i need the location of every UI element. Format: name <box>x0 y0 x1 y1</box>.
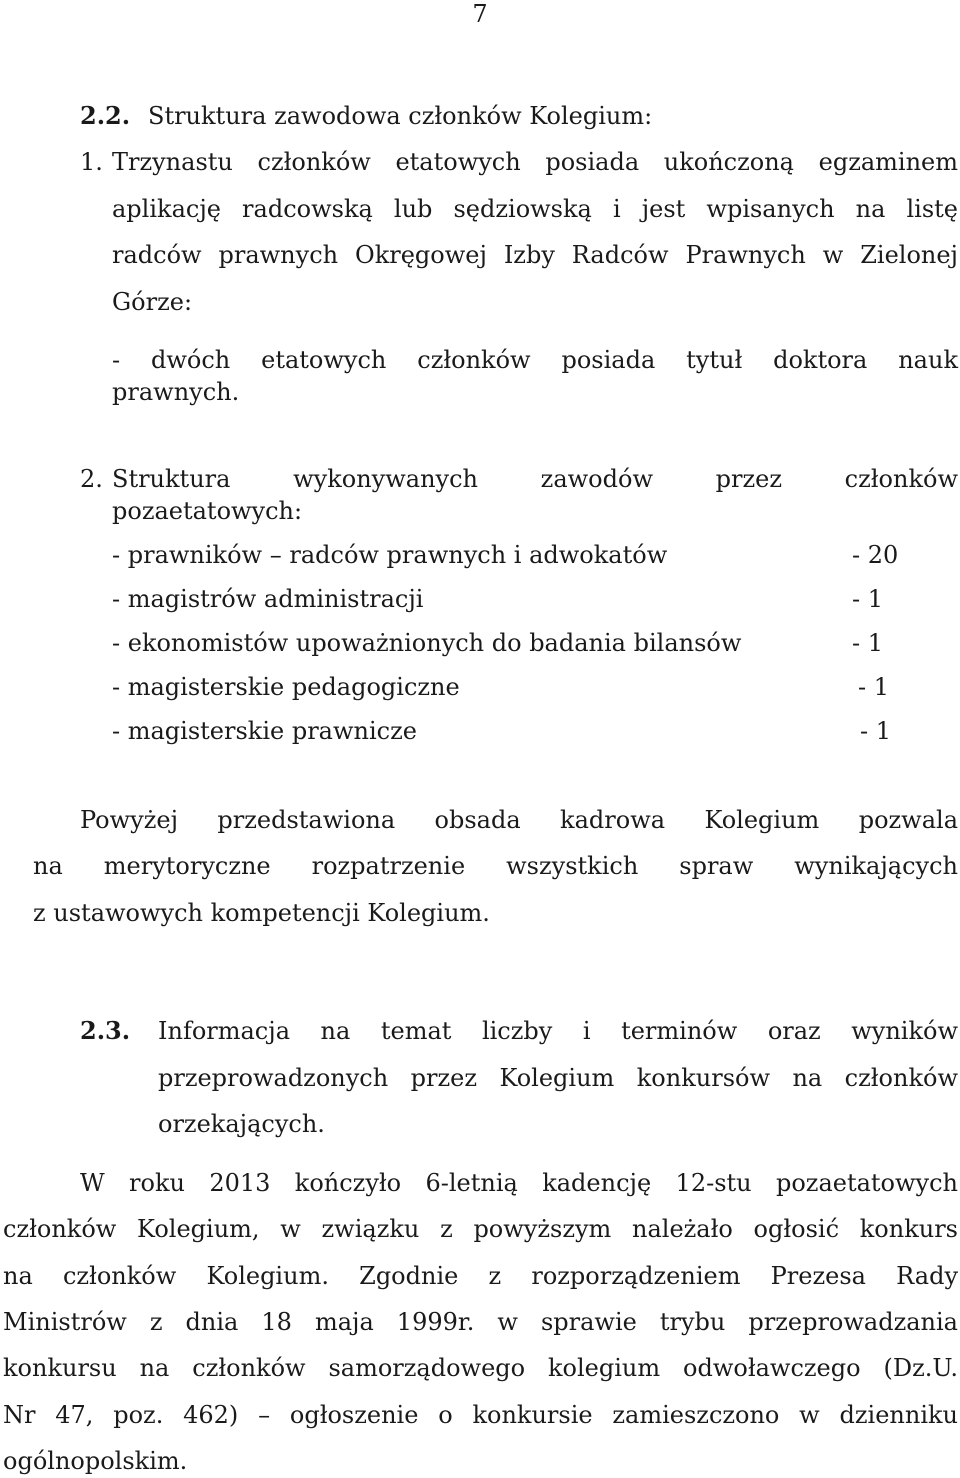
profession-row-value: - 1 <box>858 673 890 701</box>
paragraph-line: z ustawowych kompetencji Kolegium. <box>33 899 490 927</box>
profession-row-value: - 1 <box>860 717 892 745</box>
paragraph-line: Struktura wykonywanych zawodów przez członków <box>112 465 958 493</box>
paragraph-line: aplikację radcowską lub sędziowską i jest wpisanych na listę <box>112 195 958 223</box>
list-number: 1. <box>80 148 103 176</box>
profession-row-label: - magisterskie pedagogiczne <box>112 673 460 701</box>
section-title-line: orzekających. <box>158 1110 325 1138</box>
paragraph-line: prawnych. <box>112 378 240 406</box>
paragraph-line: - dwóch etatowych członków posiada tytuł doktora nauk <box>112 346 958 374</box>
paragraph-line: W roku 2013 kończyło 6-letnią kadencję 12-stu pozaetatowych <box>80 1169 958 1197</box>
paragraph-line: konkursu na członków samorządowego kolegium odwoławczego (Dz.U. <box>3 1354 958 1382</box>
paragraph-line: na członków Kolegium. Zgodnie z rozporządzeniem Prezesa Rady <box>3 1262 958 1290</box>
paragraph-line: radców prawnych Okręgowej Izby Radców Prawnych w Zielonej <box>112 241 958 269</box>
paragraph-line: pozaetatowych: <box>112 497 303 525</box>
profession-row-label: - prawników – radców prawnych i adwokatów <box>112 541 668 569</box>
paragraph-line: Ministrów z dnia 18 maja 1999r. w sprawie trybu przeprowadzania <box>3 1308 958 1336</box>
section-title-line: Informacja na temat liczby i terminów oraz wyników <box>158 1017 958 1045</box>
section-number: 2.3. <box>80 1016 131 1045</box>
section-title: Struktura zawodowa członków Kolegium: <box>148 102 653 130</box>
section-number: 2.2. <box>80 101 131 130</box>
profession-row-label: - magistrów administracji <box>112 585 424 613</box>
profession-row-label: - magisterskie prawnicze <box>112 717 417 745</box>
paragraph-line: Trzynastu członków etatowych posiada ukończoną egzaminem <box>112 148 958 176</box>
profession-row-label: - ekonomistów upoważnionych do badania bilansów <box>112 629 742 657</box>
paragraph-line: ogólnopolskim. <box>3 1447 188 1475</box>
page-number: 7 <box>472 0 488 28</box>
profession-row-value: - 1 <box>852 585 884 613</box>
section-title-line: przeprowadzonych przez Kolegium konkursów na członków <box>158 1064 958 1092</box>
profession-row-value: - 20 <box>852 541 899 569</box>
paragraph-line: Powyżej przedstawiona obsada kadrowa Kolegium pozwala <box>80 806 958 834</box>
paragraph-line: na merytoryczne rozpatrzenie wszystkich spraw wynikających <box>33 852 958 880</box>
paragraph-line: Nr 47, poz. 462) – ogłoszenie o konkursie zamieszczono w dzienniku <box>3 1401 958 1429</box>
profession-row-value: - 1 <box>852 629 884 657</box>
paragraph-line: Górze: <box>112 288 193 316</box>
list-number: 2. <box>80 465 103 493</box>
paragraph-line: członków Kolegium, w związku z powyższym należało ogłosić konkurs <box>3 1215 958 1243</box>
